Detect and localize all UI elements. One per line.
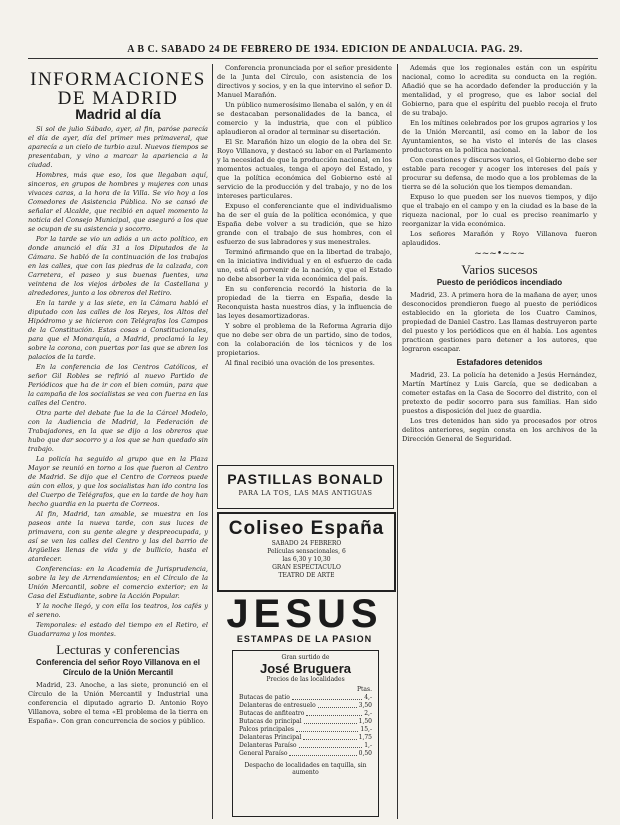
- ad-title: JESUS: [226, 592, 383, 636]
- article-paragraph: Si sol de julio Sábado, ayer, al fin, paróse parecía el día de ayer, día del primer mes primaveral, que aparecía a un cielo de turbio azul. Nuevos tiempos se presentaban, y vino a marcar la apariencia a la ciudad.: [28, 125, 208, 169]
- conferencia-heading: Conferencia del señor Royo Villanova en el Círculo de la Unión Mercantil: [36, 658, 200, 677]
- estafadores-heading: Estafadores detenidos: [456, 358, 543, 367]
- swash-divider: ~~~•~~~: [474, 249, 525, 259]
- price-row: [233, 750, 378, 758]
- ad-subtitle: Precios de las localidades: [266, 676, 345, 683]
- column-left: [28, 64, 208, 824]
- price-col-header: Ptas.: [356, 686, 372, 693]
- ad-date: SABADO 24 FEBRERO: [271, 540, 342, 547]
- leader-dots: [289, 750, 356, 756]
- article-paragraph: Hombres, más que eso, los que llegaban aquí, sinceros, en grupos de hombres y mujeres con unas vivaces caras, a la hora de la Villa. Se vio hoy a los Comedores de Asistencia Pública. No se cansó de señalar el Alcalde, que recibió en aquel momento la noticia del Consejo Municipal, que aseguró a los que se ocupan de su asistencia y socorro.: [28, 171, 208, 233]
- price-row: [233, 702, 378, 710]
- price-item-value: 15,-: [360, 726, 372, 733]
- article-paragraph: Madrid, 23. La policía ha detenido a Jesús Hernández, Martín Martínez y Luis García, que se dedicaban a cometer estafas en la Casa de Socorro del distrito, con el pretexto de pedir socorro para sus familias. Han sido puestos a disposición del juez de guardia.: [402, 371, 597, 415]
- price-item-name: Palcos principales: [239, 726, 294, 733]
- article-paragraph: Los tres detenidos han sido ya procesados por otros delitos anteriores, según consta en los archivos de la Dirección General de Seguridad.: [402, 417, 597, 443]
- article-paragraph: La policía ha seguido al grupo que en la Plaza Mayor se reunió en torno a los que fueron al Centro de Madrid. Se dijo que el Centro de Correos puede aún con ellos, y que los socialistas han ido contra los del Cuerpo de Telégrafos, que en la tarde de hoy han hecho guardia en la puerta de Correos.: [28, 455, 208, 508]
- ad-subtitle: ESTAMPAS DE LA PASION: [236, 634, 373, 644]
- leader-dots: [299, 742, 363, 748]
- article-paragraph: En los mítines celebrados por los grupos agrarios y los de la Unión Mercantil, así como en la labor de los Ayuntamientos, se ha visto el interés de las clases productoras en la política nacional.: [402, 119, 597, 154]
- ad-coliseo-espana: [217, 512, 396, 592]
- article-paragraph: Con cuestiones y discursos varios, el Gobierno debe ser estable para recoger y acoger los intereses del país y procurar su defensa, de modo que a los problemas de la tierra se dé la solución que los tiempos demandan.: [402, 156, 597, 191]
- ad-line: GRAN ESPECTACULO: [272, 564, 341, 571]
- ad-footer: Despacho de localidades en taquilla, sin aumento: [244, 762, 367, 776]
- article-paragraph: Conferencias: en la Academia de Jurisprudencia, sobre la ley de Arrendamientos; en el Círculo de la Unión Mercantil, sobre el comercio exterior; en la Casa del Estudiante, sobre la Acción Popular.: [28, 565, 208, 600]
- ad-line: las 6,30 y 10,30: [282, 556, 331, 563]
- article-paragraph: Expuso lo que pueden ser los nuevos tiempos, y dijo que el trabajo en el campo y en la ciudad es la base de la riqueza nacional, por lo cual es preciso reanimarlo y reorganizar la vida económica.: [402, 193, 597, 228]
- price-item-value: 0,50: [358, 750, 372, 757]
- price-item-name: Delanteras de entresuelo: [239, 702, 316, 709]
- article-paragraph: Y la noche llegó, y con ella los teatros, los cafés y el sereno.: [28, 602, 208, 619]
- price-item-name: Butacas de patio: [239, 694, 290, 701]
- ad-intro: Gran surtido de: [281, 654, 330, 661]
- article-paragraph: Por la tarde se vio un adiós a un acto político, en donde anunció el día 31 a los Diputados de la Cámara. Se habló de la continuación de los trabajos en las calles, que con las piedras de la calzada, con Carretera, el paseo y sus buenas fuentes, una veintena de los viejos árboles de la Castellana y alrededores, junto a los obreros del Retiro.: [28, 235, 208, 297]
- ad-title: José Bruguera: [259, 661, 352, 676]
- article-paragraph: Además que los regionales están con un espíritu nacional, como lo acredita su conducta en la región. Añadió que se ha acordado defender la producción y la mentalidad, y el progreso, que es labor social del Gobierno, para que el espíritu del pueblo recoja el fruto de su trabajo.: [402, 64, 597, 117]
- varios-sucesos-title: Varios sucesos: [461, 262, 538, 277]
- price-item-name: General Paraíso: [239, 750, 288, 757]
- article-paragraph: En su conferencia recordó la historia de la propiedad de la tierra en España, desde la Reconquista hasta nuestros días, y la influencia de las leyes desamortizadoras.: [217, 285, 392, 320]
- article-paragraph: El Sr. Marañón hizo un elogio de la obra del Sr. Royo Villanova, y destacó su labor en el Parlamento y la necesidad de que la producción nacional, en los momentos actuales, tenga el apoyo del Estado, y que la política económica del Gobierno esté al servicio de la producción y del trabajo, y no de los intereses particulares.: [217, 138, 392, 200]
- leader-dots: [306, 710, 362, 716]
- price-row: [233, 694, 378, 702]
- price-item-name: Butacas de anfiteatro: [239, 710, 305, 717]
- article-paragraph: Los señores Marañón y Royo Villanova fueron aplaudidos.: [402, 230, 597, 247]
- leader-dots: [303, 734, 356, 740]
- price-header: [233, 686, 378, 694]
- price-item-value: 3,50: [358, 702, 372, 709]
- column-right: [402, 64, 597, 824]
- price-row: [233, 734, 378, 742]
- article-paragraph: Al fin, Madrid, tan amable, se muestra en los paseos ante la nueva tarde, con sus luces de primavera, con su gente alegre y despreocupada, y así se ven las calles del Centro y las del barrio de Argüelles llenas de vida y de bullicio, hasta el atardecer.: [28, 510, 208, 563]
- ad-title: PASTILLAS BONALD: [227, 471, 384, 487]
- ad-line: Películas sensacionales, 6: [267, 548, 346, 555]
- article-paragraph: Conferencia pronunciada por el señor presidente de la Junta del Círculo, con asistencia de los directivos y socios, y en la que intervino el señor D. Manuel Marañón.: [217, 64, 392, 99]
- article-paragraph: Y sobre el problema de la Reforma Agraria dijo que no debe ser obra de un partido, sino de todos, con la colaboración de los técnicos y de los propietarios.: [217, 322, 392, 357]
- ad-line: TEATRO DE ARTE: [278, 572, 335, 579]
- price-row: [233, 718, 378, 726]
- article-paragraph: Temporales: el estado del tiempo en el Retiro, el Guadarrama y los montes.: [28, 621, 208, 638]
- ad-jesus: [217, 594, 392, 648]
- lecturas-section-title: Lecturas y conferencias: [56, 642, 180, 657]
- leader-dots: [318, 702, 357, 708]
- column-rule-2: [397, 64, 398, 819]
- article-paragraph: Madrid, 23. Anoche, a las siete, pronunció en el Círculo de la Unión Mercantil y Industrial una conferencia el diputado agrario D. Antonio Royo Villanova, sobre el tema «El problema de la tierra en España». Con gran concurrencia de socios y público.: [28, 681, 208, 725]
- article-paragraph: Al final recibió una ovación de los presentes.: [225, 359, 375, 367]
- price-row: [233, 710, 378, 718]
- price-item-value: 4,-: [364, 694, 372, 701]
- article-paragraph: Madrid, 23. A primera hora de la mañana de ayer, unos desconocidos prendieron fuego al puesto de periódicos establecido en la glorieta de los Cuatro Caminos, propiedad de Daniel Castro. Las llamas destruyeron parte del puesto y los periódicos que en él había. Los agentes practican gestiones para detener a los autores, que lograron escapar.: [402, 291, 597, 353]
- article-paragraph: Terminó afirmando que en la libertad de trabajo, en la iniciativa individual y en el esfuerzo de cada uno, está el porvenir de la nación, y que el Estado no debe absorber la vida económica del país.: [217, 248, 392, 283]
- ad-jose-bruguera: [232, 650, 379, 817]
- price-row: [233, 726, 378, 734]
- column-rule-1: [212, 64, 213, 819]
- section-heading-madrid: INFORMACIONES DE MADRID: [30, 69, 206, 109]
- puesto-incendiado-heading: Puesto de periódicos incendiado: [436, 278, 563, 287]
- price-row: [233, 742, 378, 750]
- madrid-al-dia-title: Madrid al día: [75, 106, 161, 122]
- price-item-name: Butacas de principal: [239, 718, 302, 725]
- leader-dots: [304, 718, 357, 724]
- article-paragraph: En la conferencia de los Centros Católicos, el señor Gil Robles se refirió al nuevo Partido de Periódicos que ha de ir con el bien común, para que la campaña de los socialistas se vea con fuerza en las calles del Centro.: [28, 363, 208, 407]
- price-item-name: Delanteras Principal: [239, 734, 302, 741]
- price-item-name: Delanteras Paraíso: [239, 742, 297, 749]
- page-header: A B C. SABADO 24 DE FEBRERO DE 1934. EDICION DE ANDALUCIA. PAG. 29.: [127, 44, 523, 55]
- article-paragraph: Un público numerosísimo llenaba el salón, y en él se destacaban personalidades de la banca, el comercio y la industria, que con el público aplaudieron al orador al terminar su disertación.: [217, 101, 392, 136]
- price-item-value: 2,-: [364, 710, 372, 717]
- article-paragraph: Expuso el conferenciante que el individualismo ha de ser el guía de la política económica, y que España debe volver a su tradición, que se hizo grande con el trabajo de sus hombres, con el esfuerzo de sus labradores y sus menestrales.: [217, 202, 392, 246]
- header-rule: [28, 58, 598, 59]
- ad-pastillas-bonald: [217, 465, 394, 509]
- price-item-value: 1,-: [364, 742, 372, 749]
- ad-title: Coliseo España: [228, 518, 385, 539]
- ad-tagline: PARA LA TOS, LAS MAS ANTIGUAS: [238, 489, 373, 497]
- leader-dots: [292, 694, 362, 700]
- price-item-value: 1,75: [358, 734, 372, 741]
- leader-dots: [296, 726, 358, 732]
- column-middle: [217, 64, 392, 524]
- article-paragraph: En la tarde y a las siete, en la Cámara habló el diputado con las calles de los Reyes, los Altos del Hipódromo y se hicieron con Telégrafos los Campos de la Constitución. Estas cosas a Constitucionales, para que el Monarquía, a Madrid, proclamó la ley sobre la corona, con puertas por las que se abren los palacios de la tarde.: [28, 299, 208, 361]
- price-item-value: 1,50: [358, 718, 372, 725]
- article-paragraph: Otra parte del debate fue la de la Cárcel Modelo, con la Audiencia de Madrid, la Federación de Trabajadores, en la que se dijo a los obreros que hubo que dar socorro y a los que se han quedado sin trabajo.: [28, 409, 208, 453]
